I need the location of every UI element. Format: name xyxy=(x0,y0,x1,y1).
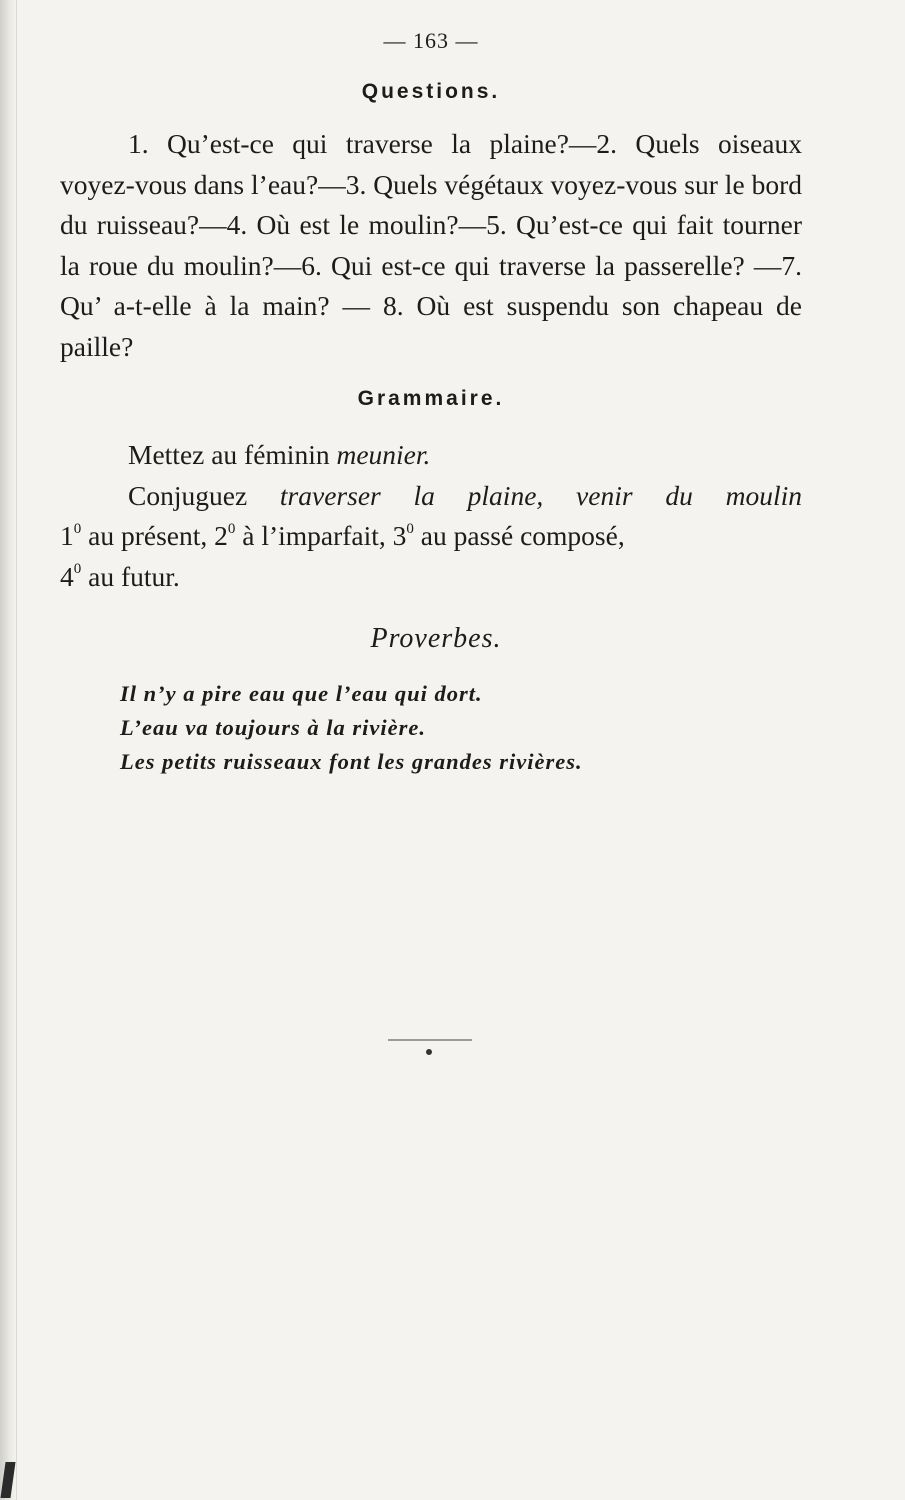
tense-3-number: 3 xyxy=(392,520,407,551)
page-content xyxy=(60,28,802,779)
tense-2-number: 2 xyxy=(214,520,228,551)
degree-mark: 0 xyxy=(406,520,414,537)
tense-3-label: au passé composé, xyxy=(413,520,625,551)
grammar-tenses xyxy=(60,516,802,597)
tense-1-label: au présent, xyxy=(81,520,215,551)
grammar-heading: Grammaire. xyxy=(357,387,505,410)
proverb-item: Les petits ruisseaux font les grandes rivières. xyxy=(120,749,583,774)
degree-mark: 0 xyxy=(73,520,82,537)
page-number: — 163 — xyxy=(383,28,479,53)
page-binding-edge xyxy=(0,0,17,1500)
section-divider-rule xyxy=(388,1039,472,1041)
proverb-item: Il n’y a pire eau que l’eau qui dort. xyxy=(120,681,483,706)
grammar-exercise-conjugate xyxy=(60,476,802,517)
grammar-exercise-feminine xyxy=(60,435,802,476)
questions-paragraph: 1. Qu’est-ce qui traverse la plaine?—2. Quels oiseaux voyez-vous dans l’eau?—3. Quels végétaux voyez-vous sur le bord du ruisseau?—4. Où est le moulin?—5. Qu’est-ce qui fait tourner la roue du moulin?—6. Qui est-ce qui traverse la passerelle? —7. Qu’ a-t-elle à la main? — 8. Où est suspendu son chapeau de paille? xyxy=(60,128,802,362)
proverbs-heading: Proverbes. xyxy=(370,623,502,654)
exercise-feminine-word: meunier. xyxy=(336,439,431,470)
exercise-conjugate-prefix: Conjuguez xyxy=(128,479,280,511)
tense-4-number: 4 xyxy=(60,560,74,592)
degree-mark: 0 xyxy=(73,561,82,578)
exercise-conjugate-phrase: traverser la plaine, venir du moulin xyxy=(279,479,802,511)
tense-2-label: à l’imparfait, xyxy=(235,520,393,551)
tense-1-number: 1 xyxy=(60,520,74,551)
tense-4-label: au futur. xyxy=(81,560,180,592)
exercise-feminine-prefix: Mettez au féminin xyxy=(128,439,337,470)
questions-heading: Questions. xyxy=(361,80,501,103)
proverbs-list xyxy=(60,677,802,779)
proverb-item: L’eau va toujours à la rivière. xyxy=(120,715,426,740)
degree-mark: 0 xyxy=(227,520,236,537)
ornament-dot xyxy=(426,1049,432,1055)
